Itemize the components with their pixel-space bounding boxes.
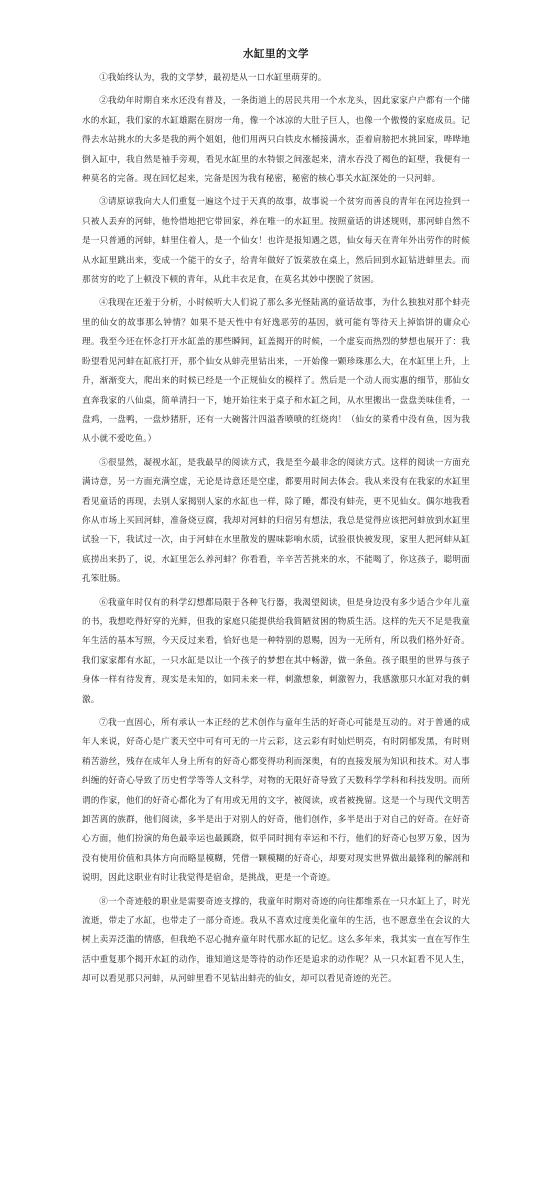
paragraph-7: ⑦我一直固心，所有承认一本正经的艺术创作与童年生活的好奇心可能是互动的。对于普通的成年人来说，好奇心是广袤天空中可有可无的一片云彩，这云彩有时灿烂明亮，有时阴郁发黑，有时则稍苦游丝，残存在成年人身上所有的好奇心都变得功利而深奥，有的直接发展为知识和技术。对人事纠缠的好奇心导致了历史哲学等等人文科学，对物的无限好奇导致了天数科学学科和科技发明。而所谓的作家，他们的好奇心都化为了有用或无用的文字，被阅读，或者被挽留。这是一个与现代文明苦卸苦离的族群，他们阅读，多半是出于对别人的好奇，他们创作，多半是出于对自己的好奇。在好奇心方面，他们扮演的角色最幸运也最蹊跷，似乎同时拥有幸运和不行，他们的好奇心包罗万象，因为没有使用价值和具体方向而略显模糊，凭借一颗模糊的好奇心，却要对现实世界做出最锋利的解剖和说明，因此这职业有时让我觉得是宿命，是挑战，更是一个奇迹。 — [82, 718, 470, 884]
paragraph-1: ①我始终认为，我的文学梦，最初是从一口水缸里萌芽的。 — [99, 73, 327, 83]
paragraph-2: ②我幼年时期自来水还没有普及，一条街道上的居民共用一个水龙头，因此家家户户都有一个储水的水缸，我们家的水缸雄踞在厨房一角，像一个冰凉的大肚子巨人，也像一个傲慢的家庭成员。记得去水站挑水的大多是我的两个姐姐，他们用两只白铁皮水桶接满水，歪着肩膀把水挑回家，哗哗地倒入缸中，我自然是袖手旁观，看见水缸里的水特银之间涨起来，清水吞没了褐色的缸壁，我便有一种莫名的完备。现在回忆起来，完备是因为我有秘密，秘密的核心事关水缸深处的一只河蚌。 — [82, 96, 470, 185]
paragraph-5: ⑤很显然，凝视水缸，是我最早的阅读方式，我是至今最非念的阅读方式。这样的阅读一方面充满诗意，另一方面充满空虚，无论是诗意还是空虚，都要用时间去体会。我从来没有在我家的水缸里看见童话的再现，去别人家揭别人家的水缸也一样，除了睡，都没有蚌壳，更不见仙女。偶尔地我看你从市场上买回河蚌，准备烧豆腐，我却对河蚌的归宿另有想法，我总是觉得应该把河蚌放到水缸里试验一下，我试过一次，由于河蚌在水里散发的腥味影响水质，试验很快被发现，家里人把河蚌从缸底捞出来扔了，说，水缸里怎么养河蚌？你看看，辛辛苦苦挑来的水，不能喝了，你这孩子，聪明面孔笨肚肠。 — [82, 457, 470, 585]
paragraph-3: ③请原谅我向大人们重复一遍这个过于天真的故事，故事说一个贫穷而善良的青年在河边捡到一只被人丢弃的河蚌，他怜惜地把它带回家，养在唯一的水缸里。按照童话的讲述规则，那河蚌自然不是一只普通的河蚌，蚌里住着人，是一个仙女！也许是报知遇之恩，仙女每天在青年外出劳作的时候从水缸里跳出来，变成一个能干的女子，给青年做好了饭菜放在桌上，然后回到水缸钻进蚌里去。而那贫穷的吃了上顿没下顿的青年，从此丰衣足食，在莫名其妙中摆脱了贫困。 — [82, 197, 470, 286]
paragraph-8: ⑧一个奇迹般的职业是需要奇迹支撑的，我童年时期对奇迹的向往都维系在一只水缸上了，时光流逝，带走了水缸，也带走了一部分奇迹。我从不喜欢过度美化童年的生活，也不愿意坐在会议的大树上卖弄泛滥的情感，但我绝不忍心抛弃童年时代那水缸的记忆。这么多年来，我其实一直在写作生活中重复那个揭开水缸的动作，谁知道这是等待的动作还是追求的动作呢？从一只水缸看不见人生，却可以看见那只河蚌，从河蚌里看不见钻出蚌壳的仙女，却可以看见奇迹的光芒。 — [82, 896, 470, 985]
paragraph-6: ⑥我童年时仅有的科学幻想都局限于各种飞行器，我渴望阅读，但是身边没有多少适合少年儿童的书，我想吃得好穿的光鲜，但我的家庭只能提供给我简陋贫困的物质生活。这样的先天不足是我童年生活的基本写照，今天反过来看，恰好也是一种特别的恩赐，因为一无所有，所以我们格外好奇。我们家家都有水缸，一只水缸是以让一个孩子的梦想在其中畅游，做一条鱼。孩子眼里的世界与孩子身体一样有待发育，现实是未知的，如同未来一样，刺激想象，刺激智力，我感激那只水缸对我的刺激。 — [82, 597, 470, 705]
document-title: 水缸里的文学 — [243, 48, 309, 60]
paragraph-4: ④我现在还羞于分析，小时候听大人们说了那么多光怪陆离的童话故事，为什么独独对那个蚌壳里的仙女的故事那么钟情？如果不是天性中有好逸恶劳的基因，就可能有等待天上掉馅饼的庸众心理。我至今还在怀念打开水缸盖的那些瞬间，缸盖揭开的时候，一个虚妄而热烈的梦想也展开了：我盼望看见河蚌在缸底打开，那个仙女从蚌壳里钻出来，一开始像一颗珍珠那么大，在水缸里上升，上升，渐渐变大，爬出来的时候已经是一个正规仙女的模样了。然后是一个动人而实惠的细节，那仙女直奔我家的八仙桌，简单清扫一下，她开始往来于桌子和水缸之间，从水里搬出一盘盘美味佳肴，一盘鸡，一盘鸭，一盘炒猪肝，还有一大碗酱汁四溢香喷喷的红烧肉！（仙女的菜肴中没有鱼，因为我从小就不爱吃鱼。） — [82, 298, 470, 445]
document-page — [82, 46, 470, 994]
